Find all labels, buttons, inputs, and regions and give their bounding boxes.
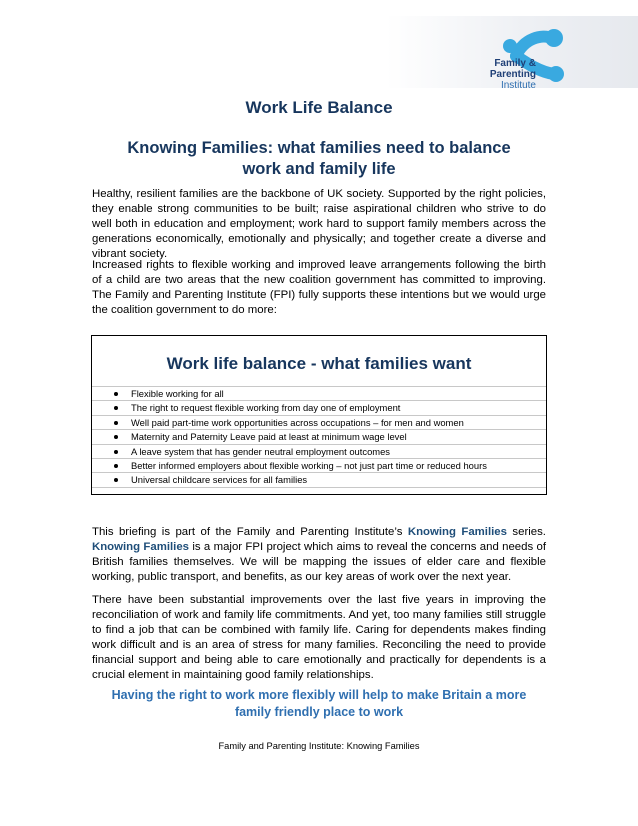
rights-paragraph: Increased rights to flexible working and improved leave arrangements following the birth of a child are two areas that the new coalition government has committed to improving. The Family and Parenting Institute (FPI) fully supports these intentions but we would urge the coalition government to do more: bbox=[92, 259, 546, 316]
bullet-icon bbox=[114, 464, 118, 468]
list-item bbox=[92, 387, 546, 401]
wants-list bbox=[92, 386, 546, 488]
list-item bbox=[92, 473, 546, 487]
bullet-icon bbox=[114, 421, 118, 425]
bullet-icon bbox=[114, 392, 118, 396]
briefing-text-c: is a major FPI project which aims to reveal the concerns and needs of British families themselves. We will be mapping the issues of elder care and flexible working, public transport, and benefits, as our key areas of work over the next year. bbox=[92, 541, 546, 583]
briefing-paragraph bbox=[92, 525, 546, 585]
list-item-text: Better informed employers about flexible working – not just part time or reduced hours bbox=[131, 459, 487, 471]
bullet-icon bbox=[114, 450, 118, 454]
institute-logo bbox=[386, 16, 638, 91]
improvements-paragraph: There have been substantial improvements over the last five years in improving the reconciliation of work and family life commitments. And yet, too many families still struggle to find a job that can be combined with family life. Caring for dependents makes finding work difficult and is an area of stress for many families. Reconciling the need to provide financial support and being able to care emotionally and practically for dependents is a crucial element in maintaining good family relationships. bbox=[92, 594, 546, 681]
briefing-text-a: This briefing is part of the Family and Parenting Institute’s bbox=[92, 526, 408, 538]
logo-line-2: Institute bbox=[500, 80, 536, 91]
knowing-families-highlight: Knowing Families bbox=[407, 526, 507, 538]
logo-line-1: Family & Parenting bbox=[489, 58, 536, 80]
intro-paragraph: Healthy, resilient families are the backbone of UK society. Supported by the right policies, they enable strong communities to be built; raise aspirational children who strive to do well both in education and employment; work hard to support family members across the generations economically, emotionally and physically; and together create a diverse and vibrant society. bbox=[92, 188, 546, 260]
bullet-icon bbox=[114, 406, 118, 410]
page-subtitle: Knowing Families: what families need to balance work and family life bbox=[127, 139, 511, 178]
list-item-text: Well paid part-time work opportunities across occupations – for men and women bbox=[131, 416, 464, 428]
briefing-text-b: series. bbox=[506, 526, 546, 538]
bullet-icon bbox=[114, 478, 118, 482]
list-item-text: Maternity and Paternity Leave paid at least at minimum wage level bbox=[131, 431, 407, 443]
list-item bbox=[92, 430, 546, 444]
page-footer: Family and Parenting Institute: Knowing Families bbox=[218, 741, 420, 751]
list-item bbox=[92, 459, 546, 473]
knowing-families-highlight: Knowing Families bbox=[92, 541, 190, 553]
wants-box bbox=[91, 335, 547, 495]
bullet-icon bbox=[114, 435, 118, 439]
list-item-text: A leave system that has gender neutral employment outcomes bbox=[131, 445, 390, 457]
wants-box-title: Work life balance - what families want bbox=[166, 354, 472, 373]
list-item bbox=[92, 401, 546, 415]
logo-text bbox=[454, 58, 536, 91]
page-title: Work Life Balance bbox=[245, 98, 393, 117]
list-item bbox=[92, 445, 546, 459]
list-item bbox=[92, 416, 546, 430]
list-item-text: The right to request flexible working from day one of employment bbox=[131, 402, 401, 414]
list-item-text: Universal childcare services for all families bbox=[131, 474, 308, 486]
list-item-text: Flexible working for all bbox=[131, 388, 224, 399]
callout-quote: Having the right to work more flexibly will help to make Britain a more family friendly place to work bbox=[111, 688, 527, 719]
